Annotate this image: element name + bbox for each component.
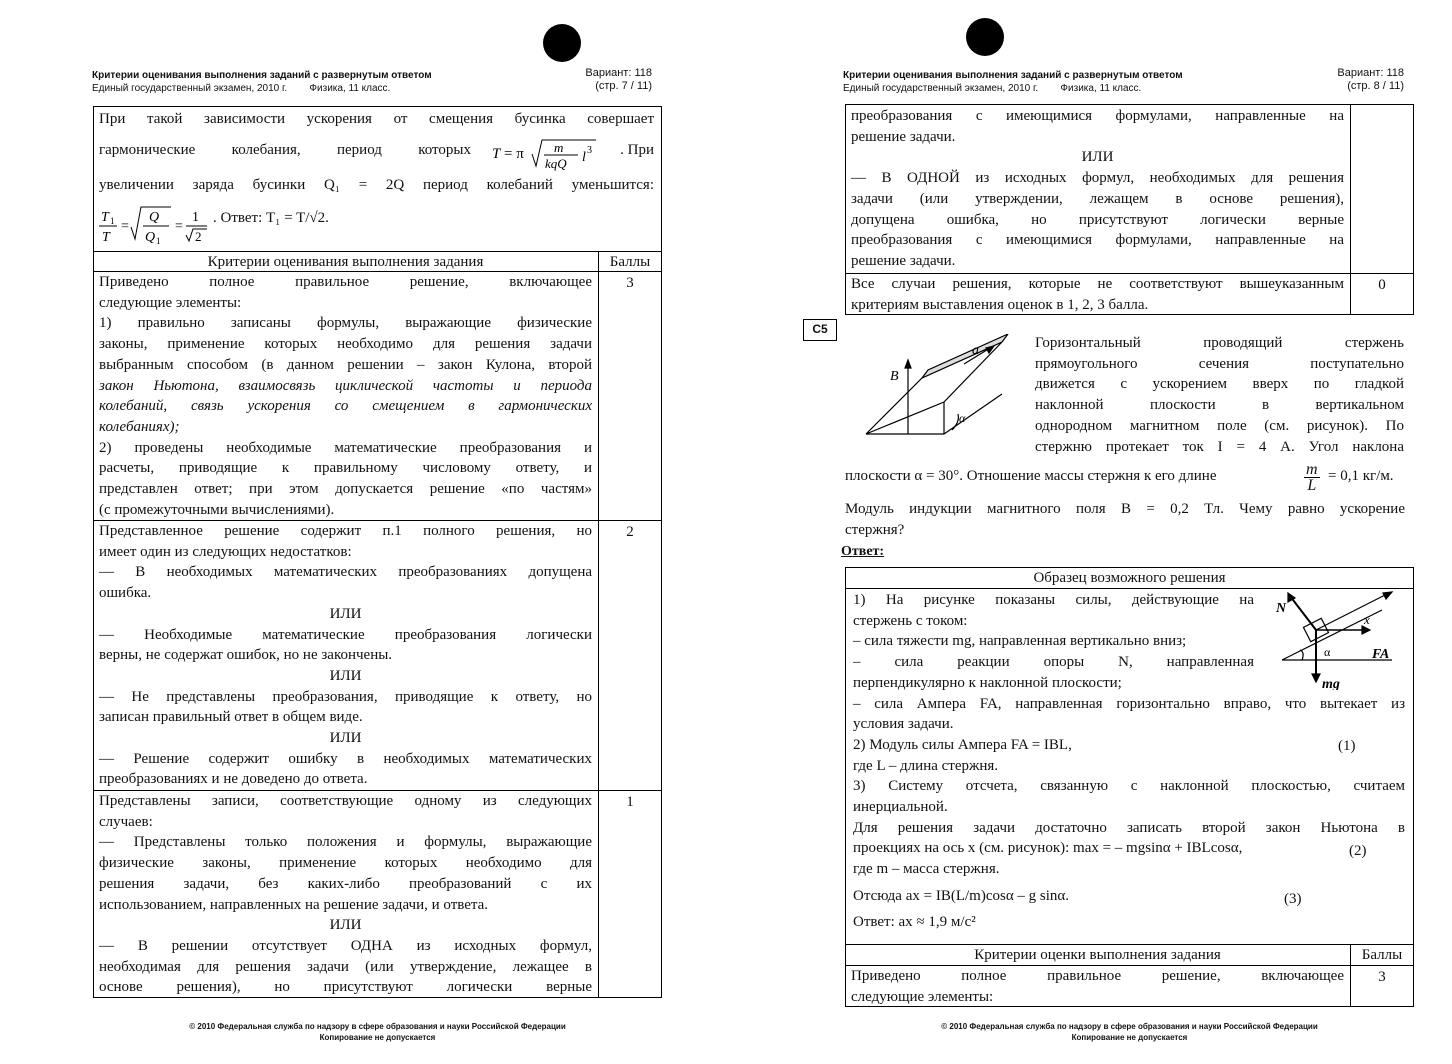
solution-period-line bbox=[99, 136, 654, 172]
criteria-text: задачи (или утверждении, лежащем в основе решения), bbox=[851, 190, 1344, 207]
label-x: x bbox=[1364, 612, 1370, 627]
criteria-row-1-cont bbox=[851, 106, 1344, 272]
svg-text:1: 1 bbox=[156, 236, 161, 246]
left-header-variant: Вариант: 118 (стр. 7 / 11) bbox=[540, 67, 652, 93]
plane-surface bbox=[866, 342, 1002, 434]
solution-line: увеличении заряда бусинки Q₁ = 2Q период колебаний уменьшится: bbox=[99, 177, 654, 193]
criteria-text: — Представлены только положения и формулы, выражающие bbox=[99, 834, 592, 851]
svg-text:l: l bbox=[582, 150, 586, 165]
criteria-text: решение задачи. bbox=[851, 128, 956, 145]
left-table-col-divider bbox=[598, 251, 599, 998]
criteria-text: — В ОДНОЙ из исходных формул, необходимых для решения bbox=[851, 170, 1344, 187]
criteria-text: расчеты, приводящие к правильному числовому ответу, и bbox=[99, 460, 592, 477]
sample-title: Образец возможного решения bbox=[1033, 570, 1226, 586]
task-line: однородном магнитном поле (см. рисунок). По bbox=[1035, 417, 1404, 434]
criteria-header: Критерии оценивания выполнения задания bbox=[207, 254, 484, 270]
svg-text:= π: = π bbox=[504, 146, 524, 162]
task-line: стержня? bbox=[845, 522, 905, 538]
sample-table-divider bbox=[845, 588, 1414, 589]
punch-hole bbox=[966, 18, 1004, 56]
solution-line: инерциальной. bbox=[853, 799, 948, 816]
criteria-or: ИЛИ bbox=[1081, 149, 1114, 166]
svg-text:m: m bbox=[554, 140, 564, 155]
right-header-subtitle: Единый государственный экзамен, 2010 г. Физика, 11 класс. bbox=[843, 83, 1142, 94]
criteria-header: Критерии оценки выполнения задания bbox=[974, 947, 1221, 963]
criteria-text: основе решения), но присутствуют логически верные bbox=[99, 979, 592, 996]
task-text bbox=[1035, 333, 1404, 457]
sample-solution-text bbox=[853, 590, 1405, 933]
svg-text:3: 3 bbox=[587, 145, 592, 156]
right-header-variant: Вариант: 118 (стр. 8 / 11) bbox=[1292, 67, 1404, 93]
criteria-text: допущена ошибка, но присутствуют логически верные bbox=[851, 211, 1344, 228]
criteria-text: необходимая для решения задачи (или утверждение, лежащее в bbox=[99, 958, 592, 975]
task-label-c5: C5 bbox=[803, 319, 837, 341]
score-2: 2 bbox=[626, 524, 634, 540]
solution-line: Ответ: ax ≈ 1,9 м/с² bbox=[853, 913, 976, 930]
equation-number: (3) bbox=[1284, 891, 1302, 907]
solution-line: Для решения задачи достаточно записать второй закон Ньютона в bbox=[853, 819, 1405, 836]
criteria-text: преобразования с имеющимися формулами, направленные на bbox=[851, 108, 1344, 124]
criteria-text: Приведено полное правильное решение, включающее bbox=[99, 274, 592, 290]
criteria-row-3 bbox=[851, 966, 1344, 1007]
criteria-text: закон Ньютона, взаимосвязь циклической частоты и периода bbox=[99, 377, 592, 394]
score-0: 0 bbox=[1378, 277, 1386, 293]
criteria-text: — В решении отсутствует ОДНА из исходных формул, bbox=[99, 937, 592, 954]
rod bbox=[922, 334, 1008, 378]
svg-text:=: = bbox=[121, 219, 129, 234]
criteria-text: критериям выставления оценок в 1, 2, 3 балла. bbox=[851, 296, 1149, 313]
label-mg: mg bbox=[1322, 677, 1340, 690]
criteria-row-1 bbox=[99, 791, 592, 998]
svg-text:1: 1 bbox=[110, 216, 115, 226]
svg-text:1: 1 bbox=[192, 210, 199, 225]
answer-label: Ответ: bbox=[841, 544, 885, 559]
solution-line: перпендикулярно к наклонной плоскости; bbox=[853, 674, 1122, 691]
score-header: Баллы bbox=[1361, 947, 1403, 963]
left-footer bbox=[93, 1021, 662, 1043]
criteria-text: законы, применение которых необходимо для решения задачи bbox=[99, 336, 592, 353]
label-alpha: α bbox=[1324, 645, 1331, 659]
criteria-text: преобразования с имеющимися формулами, направленные на bbox=[851, 232, 1344, 249]
score-header: Баллы bbox=[609, 254, 651, 270]
criteria-text: — Не представлены преобразования, приводящие к ответу, но bbox=[99, 688, 592, 705]
criteria-text: представлен ответ; при этом допускается решение «по частям» bbox=[99, 481, 592, 498]
solution-line: стержень с током: bbox=[853, 612, 968, 629]
svg-text:Q: Q bbox=[145, 230, 156, 245]
score-3: 3 bbox=[626, 275, 634, 291]
period-formula bbox=[492, 136, 612, 177]
criteria-text: 1) правильно записаны формулы, выражающие физические bbox=[99, 315, 592, 332]
criteria-text: физические законы, применение которых необходимо для bbox=[99, 855, 592, 872]
label-b: B bbox=[890, 369, 899, 384]
svg-text:T: T bbox=[492, 146, 501, 162]
b-arrow-head bbox=[905, 360, 911, 368]
criteria-text: 2) проведены необходимые математические преобразования и bbox=[99, 439, 592, 456]
right-page-number: (стр. 8 / 11) bbox=[1347, 80, 1404, 92]
right-footer bbox=[845, 1021, 1414, 1043]
left-page-number: (стр. 7 / 11) bbox=[595, 80, 652, 92]
mass-per-length-fraction bbox=[1304, 462, 1320, 493]
criteria-text: Представленное решение содержит п.1 полного решения, но bbox=[99, 523, 592, 539]
solution-line: где L – длина стержня. bbox=[853, 757, 999, 774]
footer-copyright: © 2010 Федеральная служба по надзору в сфере образования и науки Российской Федерации bbox=[189, 1022, 566, 1031]
criteria-text: следующие элементы: bbox=[99, 294, 242, 311]
criteria-text: использованием, направленных на решение задачи, и ответа. bbox=[99, 896, 489, 913]
solution-line: проекциях на ось x (см. рисунок): max = – mgsinα + IBLcosα, bbox=[853, 840, 1243, 857]
criteria-row-3 bbox=[99, 272, 592, 520]
label-n: N bbox=[1276, 601, 1287, 616]
criteria-text: — Необходимые математические преобразования логически bbox=[99, 626, 592, 643]
criteria-text: решения задачи, без каких-либо преобразований с их bbox=[99, 875, 592, 892]
left-header-subtitle: Единый государственный экзамен, 2010 г. Физика, 11 класс. bbox=[92, 83, 391, 94]
punch-hole bbox=[543, 24, 581, 62]
score-1: 1 bbox=[626, 794, 634, 810]
criteria-row-0 bbox=[851, 274, 1344, 315]
solution-line: При такой зависимости ускорения от смещения бусинка совершает bbox=[99, 111, 654, 127]
svg-text:Q: Q bbox=[149, 210, 160, 225]
footer-copyright: © 2010 Федеральная служба по надзору в сфере образования и науки Российской Федерации bbox=[941, 1022, 1318, 1031]
criteria-text: преобразованиях и не доведено до ответа. bbox=[99, 771, 368, 788]
criteria-text: ошибка. bbox=[99, 585, 152, 602]
criteria-or: ИЛИ bbox=[329, 917, 362, 934]
task-figure-inclined-plane bbox=[862, 334, 1042, 444]
task-line: Горизонтальный проводящий стержень bbox=[1035, 335, 1404, 351]
solution-line: где m – масса стержня. bbox=[853, 861, 1000, 878]
solution-line: 3) Систему отсчета, связанную с наклонной плоскостью, считаем bbox=[853, 778, 1405, 795]
criteria-text: — В необходимых математических преобразованиях допущена bbox=[99, 564, 592, 581]
svg-text:kqQ: kqQ bbox=[545, 156, 567, 171]
fraction-numerator: m bbox=[1306, 461, 1318, 478]
criteria-text: (с промежуточными вычислениями). bbox=[99, 501, 335, 518]
criteria-text: решение задачи. bbox=[851, 252, 956, 269]
svg-text:2: 2 bbox=[195, 229, 202, 244]
solution-line: условия задачи. bbox=[853, 716, 954, 733]
solution-answer-text: . Ответ: T₁ = T/√2. bbox=[213, 210, 329, 226]
criteria-text: выбранным способом (в данном решении – закон Кулона, второй bbox=[99, 356, 592, 373]
task-line: наклонной плоскости в вертикальном bbox=[1035, 397, 1404, 414]
criteria-text: Представлены записи, соответствующие одному из следующих bbox=[99, 793, 592, 809]
footer-notice: Копирование не допускается bbox=[1071, 1033, 1188, 1042]
solution-text: гармонические колебания, период которых bbox=[99, 142, 471, 158]
fraction-denominator: L bbox=[1307, 477, 1317, 494]
label-fa: FA bbox=[1372, 647, 1390, 662]
solution-line: 1) На рисунке показаны силы, действующие на bbox=[853, 592, 1254, 608]
solution-text: . При bbox=[620, 142, 654, 158]
equation-number: (1) bbox=[1338, 738, 1356, 754]
task-line: плоскости α = 30°. Отношение массы стержня к его длине bbox=[845, 468, 1217, 484]
criteria-text: имеет один из следующих недостатков: bbox=[99, 543, 352, 560]
criteria-text: колебаниях); bbox=[99, 418, 180, 435]
solution-line: – сила тяжести mg, направленная вертикально вниз; bbox=[853, 633, 1187, 650]
task-line-7 bbox=[845, 462, 1405, 498]
footer-notice: Копирование не допускается bbox=[319, 1033, 436, 1042]
svg-text:T: T bbox=[102, 230, 110, 245]
solution-answer bbox=[213, 210, 329, 227]
criteria-text: — Решение содержит ошибку в необходимых математических bbox=[99, 750, 592, 767]
criteria-text: Приведено полное правильное решение, включающее bbox=[851, 968, 1344, 984]
criteria-text: колебаний, связь ускорения со смещением в гармонических bbox=[99, 398, 592, 415]
label-a: a bbox=[972, 343, 979, 358]
task-line: прямоугольного сечения поступательно bbox=[1035, 355, 1404, 372]
right-header-title: Критерии оценивания выполнения заданий с развернутым ответом Единый государственный экзамен, 2010 г. Физика, 11 класс. bbox=[843, 69, 1303, 95]
criteria-text: верны, не содержат ошибок, но не закончены. bbox=[99, 647, 393, 664]
solution-line: – сила реакции опоры N, направленная bbox=[853, 654, 1254, 671]
criteria-row-2 bbox=[99, 521, 592, 790]
equation-number: (2) bbox=[1349, 843, 1367, 859]
criteria-or: ИЛИ bbox=[329, 730, 362, 747]
criteria-text: записан правильный ответ в общем виде. bbox=[99, 709, 363, 726]
solution-line: – сила Ампера FA, направленная горизонтально вправо, что вытекает из bbox=[853, 695, 1405, 712]
solution-line: Отсюда ax = IB(L/m)cosα – g sinα. bbox=[853, 887, 1070, 904]
solution-line: 2) Модуль силы Ампера FA = IBL, bbox=[853, 736, 1072, 753]
svg-text:T: T bbox=[101, 210, 109, 225]
task-line: движется с ускорением вверх по гладкой bbox=[1035, 376, 1404, 393]
criteria-text: следующие элементы: bbox=[851, 988, 994, 1005]
period-formula-graphic bbox=[492, 136, 612, 172]
criteria-text: Все случаи решения, которые не соответствуют вышеуказанным bbox=[851, 276, 1344, 292]
left-header-title: Критерии оценивания выполнения заданий с развернутым ответом Единый государственный экзамен, 2010 г. Физика, 11 класс. bbox=[92, 69, 552, 95]
task-line: Модуль индукции магнитного поля B = 0,2 Тл. Чему равно ускорение bbox=[845, 501, 1405, 517]
criteria-text: случаев: bbox=[99, 813, 153, 830]
label-alpha: α bbox=[959, 411, 966, 425]
score-3: 3 bbox=[1378, 969, 1386, 985]
criteria-or: ИЛИ bbox=[329, 667, 362, 684]
criteria-or: ИЛИ bbox=[329, 605, 362, 622]
task-line: стержню протекает ток I = 4 А. Угол наклона bbox=[1035, 438, 1404, 455]
svg-text:=: = bbox=[175, 219, 183, 234]
task-line: = 0,1 кг/м. bbox=[1328, 468, 1394, 484]
